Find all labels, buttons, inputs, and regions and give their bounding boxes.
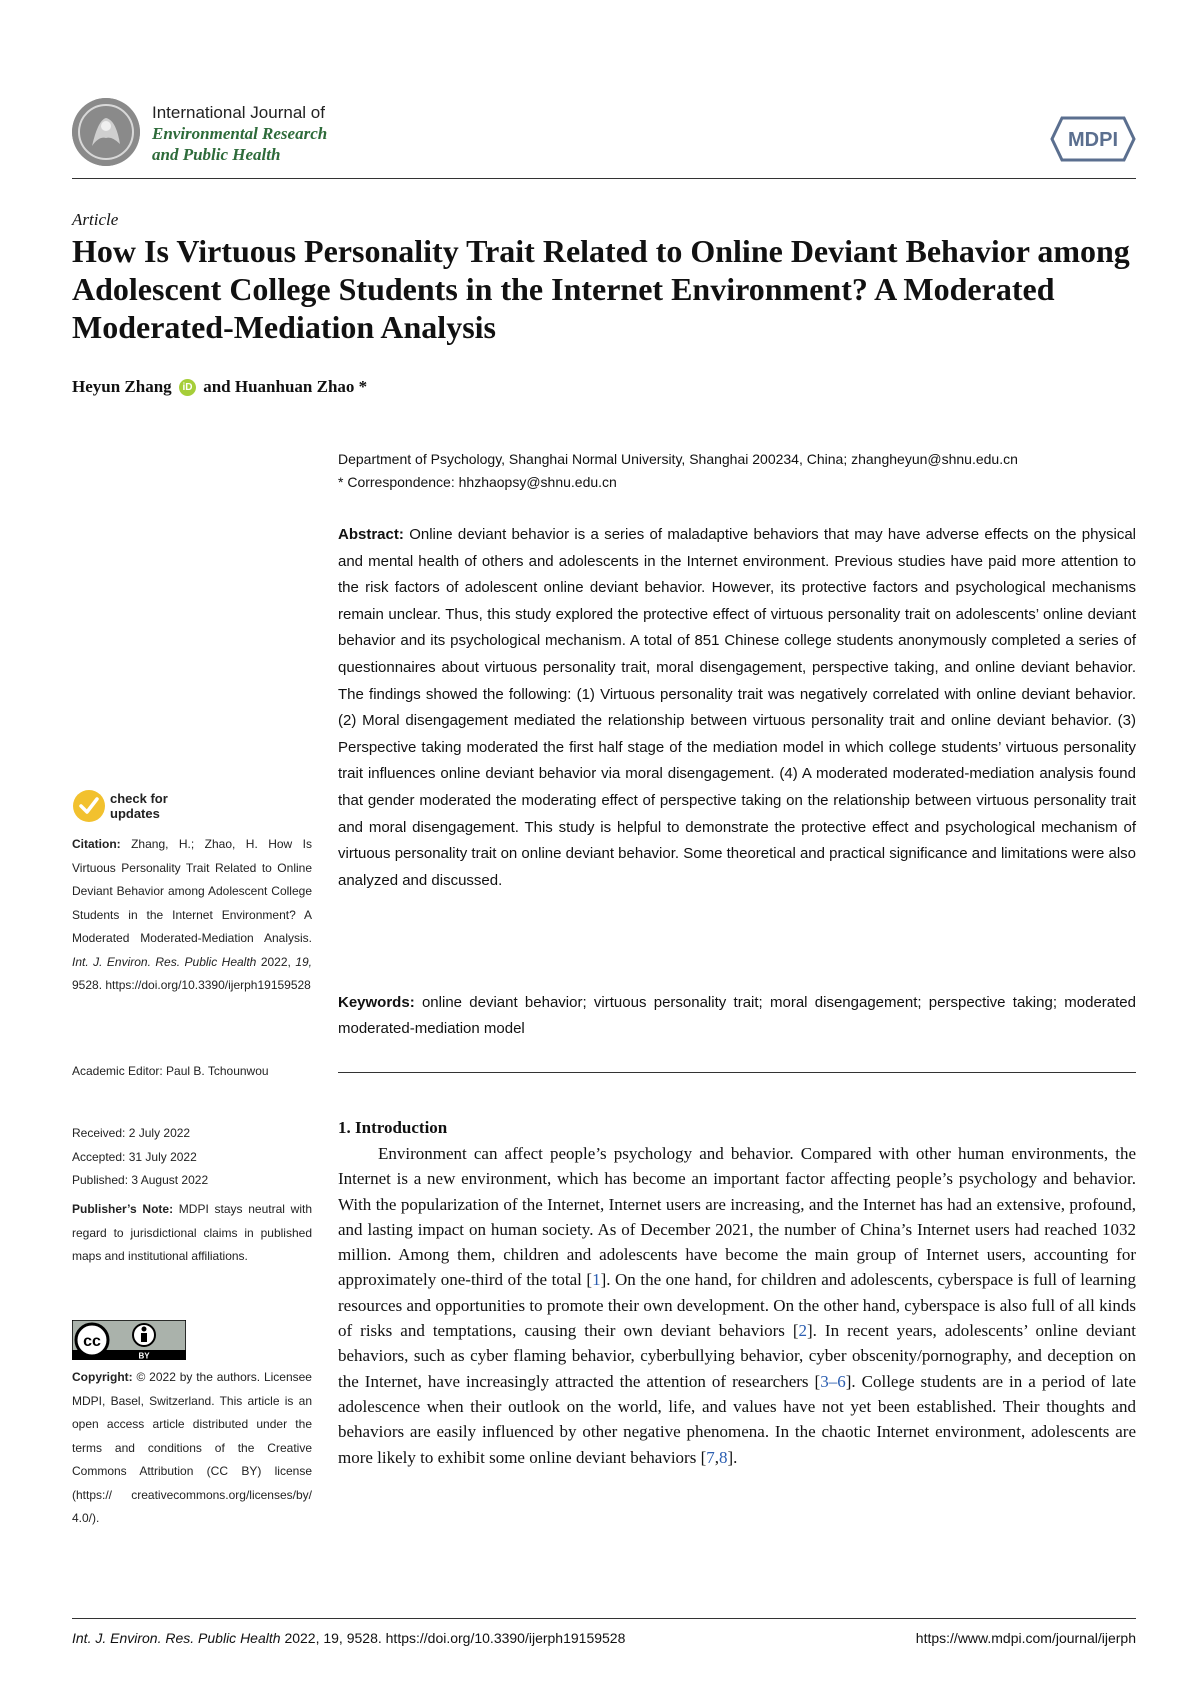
citation-journal: Int. J. Environ. Res. Public Health — [72, 954, 257, 969]
published-value: 3 August 2022 — [131, 1173, 209, 1187]
intro-text-5: ]. — [727, 1447, 738, 1467]
reference-link[interactable]: 2 — [798, 1321, 808, 1341]
citation-doi[interactable]: 9528. https://doi.org/10.3390/ijerph19159528 — [72, 978, 311, 992]
footer-journal-url[interactable]: https://www.mdpi.com/journal/ijerph — [915, 1630, 1136, 1646]
reference-link[interactable]: 7 — [706, 1447, 715, 1467]
journal-name-line3: and Public Health — [152, 145, 281, 164]
check-icon — [73, 790, 105, 822]
keywords-label: Keywords: — [338, 994, 415, 1011]
editor-label: Academic Editor: — [72, 1064, 163, 1078]
affiliations — [338, 448, 1136, 494]
received-date — [72, 1122, 312, 1146]
citation-text: Zhang, H.; Zhao, H. How Is Virtuous Personality Trait Related to Online Deviant Behavior among Adolescent College Students in the Internet Environment? A Moderated Moderated-Mediation Analysis. — [72, 837, 312, 945]
section-divider — [338, 1072, 1136, 1073]
affiliation-line: Department of Psychology, Shanghai Normal University, Shanghai 200234, China; zhangheyun@shnu.edu.cn — [338, 451, 1018, 467]
section-heading: 1. Introduction — [338, 1118, 448, 1137]
journal-name — [152, 102, 327, 165]
by-label: BY — [138, 1351, 150, 1360]
intro-text-2: ]. On the one hand, for children and adolescents, cyberspace is full of learning resources and opportunities to promote their own development. On the other hand, cyberspace is also full of all kinds of risks and temptations, causing their own deviant behaviors [ — [338, 1270, 1136, 1341]
intro-text-4: ]. College students are in a period of late adolescence when their outlook on the world, life, and values have not yet been established. Their thoughts and behaviors are easily influenced by other negative phenomena. In the chaotic Internet environment, adolescents are more likely to exhibit some online deviant behaviors [ — [338, 1371, 1136, 1467]
check-label-1: check for — [110, 791, 168, 806]
dates-block — [72, 1122, 312, 1193]
abstract — [338, 522, 1136, 894]
reference-link[interactable]: 8 — [719, 1447, 728, 1467]
citation-block — [72, 833, 312, 998]
journal-logo-icon — [72, 98, 140, 166]
journal-name-line2: Environmental Research — [152, 124, 328, 143]
copyright-block — [72, 1366, 312, 1531]
authors — [72, 377, 367, 397]
cc-by-license-badge[interactable] — [72, 1320, 186, 1360]
intro-text-1: Environment can affect people’s psychology and behavior. Compared with other human environments, the Internet is a new environment, which has become an important factor affecting people’s psychology and behavior. With the popularization of the Internet, Internet users are increasing, and the Internet has had an extensive, profound, and lasting impact on human society. As of December 2021, the number of China’s Internet users had reached 1032 million. Among them, children and adolescents have become the main group of Internet users, accounting for approximately one-third of the total [ — [338, 1144, 1136, 1290]
author-1[interactable]: Heyun Zhang — [72, 377, 172, 396]
citation-volume: 19, — [295, 954, 313, 969]
footer-divider — [72, 1618, 1136, 1619]
accepted-date — [72, 1146, 312, 1170]
accepted-label: Accepted: — [72, 1149, 126, 1164]
journal-header — [72, 96, 1136, 178]
orcid-icon[interactable]: iD — [179, 379, 196, 396]
author-join: and — [203, 377, 231, 396]
keywords-text: online deviant behavior; virtuous personality trait; moral disengagement; perspective taking; moderated moderated-mediation model — [338, 994, 1136, 1037]
citation-year: 2022, — [260, 954, 291, 969]
copyright-text: © 2022 by the authors. Licensee MDPI, Basel, Switzerland. This article is an open access article distributed under the terms and conditions of the Creative Commons Attribution (CC BY) license (https:// creativecommons.org/licenses/by/ 4.0/). — [72, 1370, 312, 1525]
check-label-2: updates — [110, 806, 160, 821]
pubnote-text: MDPI stays neutral with regard to jurisdictional claims in published maps and institutional affiliations. — [72, 1202, 312, 1263]
keywords — [338, 990, 1136, 1042]
header-divider — [72, 178, 1136, 179]
intro-paragraph — [338, 1141, 1136, 1470]
author-2[interactable]: Huanhuan Zhao * — [234, 377, 368, 396]
mdpi-logo-text: MDPI — [1068, 129, 1118, 151]
pubnote-label: Publisher’s Note: — [72, 1202, 174, 1216]
journal-name-line1: International Journal of — [152, 103, 325, 122]
cc-icon-label: cc — [83, 1333, 101, 1350]
reference-link[interactable]: 3–6 — [820, 1371, 846, 1391]
published-date — [72, 1169, 312, 1193]
academic-editor — [72, 1060, 312, 1084]
article-type: Article — [72, 210, 119, 229]
reference-separator: , — [714, 1447, 719, 1467]
correspondence-line: * Correspondence: hhzhaopsy@shnu.edu.cn — [338, 474, 617, 490]
reference-link[interactable]: 1 — [592, 1270, 601, 1290]
article-title: How Is Virtuous Personality Trait Related to Online Deviant Behavior among Adolescent College Students in the Internet Environment? A Moderated Moderated-Mediation Analysis — [72, 233, 1130, 345]
check-for-updates-badge[interactable] — [72, 786, 192, 826]
published-label: Published: — [72, 1173, 129, 1187]
intro-text-3: ]. In recent years, adolescents’ online deviant behaviors, such as cyber flaming behavior, cyberbullying behavior, cyber obscenity/pornography, and deception on the Internet, have increasingly attracted the attention of researchers [ — [338, 1321, 1136, 1391]
abstract-text: Online deviant behavior is a series of maladaptive behaviors that may have adverse effects on the physical and mental health of others and adolescents in the Internet environment. Previous studies have paid more attention to the risk factors of adolescent online deviant behavior. However, its protective factors and psychological mechanisms remain unclear. Thus, this study explored the protective effect of virtuous personality trait on adolescents’ online deviant behavior and its psychological mechanism. A total of 851 Chinese college students anonymously completed a series of questionnaires about virtuous personality trait, moral disengagement, perspective taking, and online deviant behavior. The findings showed the following: (1) Virtuous personality trait was negatively correlated with online deviant behavior. (2) Moral disengagement mediated the relationship between virtuous personality trait and online deviant behavior. (3) Perspective taking moderated the first half stage of the mediation model in which college students’ virtuous personality trait influences online deviant behavior via moral disengagement. (4) A moderated moderated-mediation analysis found that gender moderated the moderating effect of perspective taking on the relationship between virtuous personality trait and moral disengagement. This study is helpful to demonstrate the protective effect and psychological mechanism of virtuous personality trait on online deviant behavior. Some theoretical and practical significance and limitations were also analyzed and discussed. — [338, 526, 1136, 889]
abstract-label: Abstract: — [338, 526, 404, 543]
publisher-note — [72, 1198, 312, 1269]
editor-name: Paul B. Tchounwou — [166, 1064, 269, 1078]
footer-journal: Int. J. Environ. Res. Public Health — [72, 1630, 281, 1646]
mdpi-logo[interactable] — [1050, 114, 1136, 164]
footer-citation — [72, 1630, 625, 1646]
citation-label: Citation: — [72, 837, 121, 851]
accepted-value: 31 July 2022 — [128, 1149, 197, 1164]
copyright-label: Copyright: — [72, 1370, 133, 1384]
footer-doi[interactable]: 2022, 19, 9528. https://doi.org/10.3390/ijerph19159528 — [284, 1630, 626, 1646]
received-value: 2 July 2022 — [128, 1126, 191, 1140]
received-label: Received: — [72, 1126, 126, 1140]
